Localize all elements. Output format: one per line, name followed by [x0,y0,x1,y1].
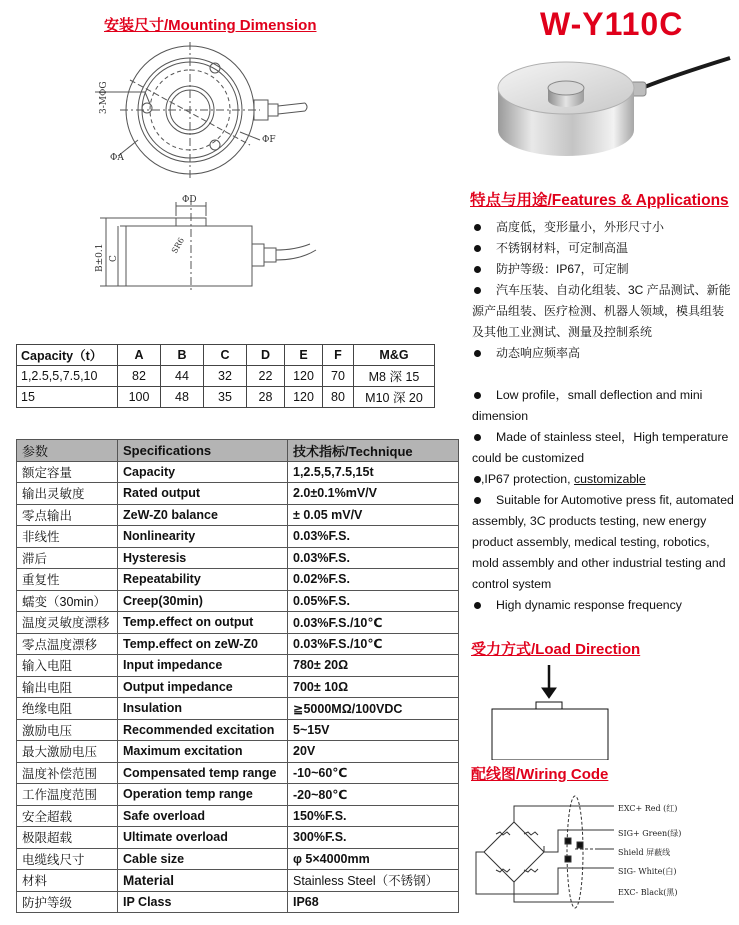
wire-label: EXC+ Red (红) [618,804,678,813]
phi-f-label: ΦF [262,135,276,145]
table-cell: IP68 [288,891,459,913]
feature-en-5: High dynamic response frequency [472,595,734,616]
table-cell: 0.03%F.S./10℃ [288,633,459,655]
cap-header-a: A [118,345,161,366]
capacity-table [16,344,435,408]
phi-a-label: ΦA [110,153,124,163]
table-cell: Stainless Steel（不锈钢） [288,870,459,892]
table-cell: 温度补偿范围 [17,762,118,784]
table-row [17,762,459,784]
holes-label: 3-MΦG [99,81,109,114]
table-cell: M8 深 15 [354,366,435,387]
table-cell: 温度灵敏度漂移 [17,612,118,634]
table-cell: 零点输出 [17,504,118,526]
table-cell: M10 深 20 [354,387,435,408]
cap-header-capacity: Capacity（t） [17,345,118,366]
table-cell: Safe overload [118,805,288,827]
model-title: W-Y110C [540,6,684,42]
table-cell: 20V [288,741,459,763]
features-list [472,217,734,616]
wire-label: SIG- White(白) [618,867,677,876]
load-direction-diagram [490,660,610,760]
table-row [17,741,459,763]
table-cell: 100 [118,387,161,408]
feature-cn-2: 不锈钢材料，可定制高温 [472,238,734,259]
table-cell: 零点温度漂移 [17,633,118,655]
table-cell: 780± 20Ω [288,655,459,677]
feature-en-2: Made of stainless steel，High temperature could be customized [472,427,734,469]
table-row [17,805,459,827]
wire-label: Shield 屏蔽线 [618,848,671,857]
table-row [17,387,435,408]
cap-header-e: E [285,345,323,366]
mounting-dimension-title: 安装尺寸/Mounting Dimension [104,17,317,34]
cap-header-f: F [323,345,354,366]
table-cell: Ultimate overload [118,827,288,849]
table-row [17,526,459,548]
table-cell: 22 [247,366,285,387]
table-cell: 重复性 [17,569,118,591]
table-cell: 5~15V [288,719,459,741]
spec-table [16,439,459,913]
table-row [17,655,459,677]
table-cell: Operation temp range [118,784,288,806]
table-cell: 材料 [17,870,118,892]
wire-label: EXC- Black(黑) [618,888,678,897]
feature-en-3 [472,469,734,490]
spec-table-body [17,461,459,913]
table-cell: 35 [204,387,247,408]
table-cell: Input impedance [118,655,288,677]
table-row [17,461,459,483]
table-row [17,590,459,612]
table-cell: 防护等级 [17,891,118,913]
table-cell: ZeW-Z0 balance [118,504,288,526]
table-cell: 48 [161,387,204,408]
table-cell: 工作温度范围 [17,784,118,806]
table-cell: Compensated temp range [118,762,288,784]
feature-en-4: Suitable for Automotive press fit, automated assembly, 3C products testing, new energy product assembly, medical testing, robotics, mold assembly and other industrial testing and control system [472,490,734,595]
feature-cn-3: 防护等级：IP67，可定制 [472,259,734,280]
product-image [492,48,732,178]
table-cell: Insulation [118,698,288,720]
table-cell: 150%F.S. [288,805,459,827]
table-cell: 70 [323,366,354,387]
cap-header-b: B [161,345,204,366]
table-cell: 非线性 [17,526,118,548]
table-cell: 1,2.5,5,7.5,10 [17,366,118,387]
customizable-link: customizable [573,472,646,486]
feature-cn-5: 动态响应频率高 [472,343,734,364]
wiring-diagram [474,794,736,910]
table-cell: Nonlinearity [118,526,288,548]
table-row [17,504,459,526]
table-cell: 绝缘电阻 [17,698,118,720]
table-cell: 0.03%F.S. [288,547,459,569]
feature-en-1: Low profile，small deflection and mini dimension [472,385,734,427]
features-title: 特点与用途/Features & Applications [470,192,729,209]
table-cell: ≧5000MΩ/100VDC [288,698,459,720]
wiring-labels [618,803,681,897]
table-row [17,633,459,655]
table-cell: 0.05%F.S. [288,590,459,612]
table-cell: Repeatability [118,569,288,591]
table-cell: Cable size [118,848,288,870]
table-cell: 0.02%F.S. [288,569,459,591]
table-cell: 激励电压 [17,719,118,741]
table-cell: -10~60℃ [288,762,459,784]
table-cell: IP Class [118,891,288,913]
table-cell: 2.0±0.1%mV/V [288,483,459,505]
table-row [17,676,459,698]
feature-cn-4: 汽车压装、自动化组装、3C 产品测试、新能源产品组装、医疗检测、机器人领域，模具组装及其他工业测试、测量及控制系统 [472,280,734,343]
table-cell: Rated output [118,483,288,505]
load-direction-title: 受力方式/Load Direction [471,641,641,658]
table-cell: 700± 10Ω [288,676,459,698]
table-cell: Hysteresis [118,547,288,569]
table-cell: Capacity [118,461,288,483]
table-cell: 输入电阻 [17,655,118,677]
table-cell: 输出灵敏度 [17,483,118,505]
table-cell: -20~80℃ [288,784,459,806]
table-row [17,547,459,569]
table-cell: Material [118,870,288,892]
spec-table-header [17,440,459,462]
feature-cn-1: 高度低，变形量小，外形尺寸小 [472,217,734,238]
table-cell: Output impedance [118,676,288,698]
feature-en-3-text: ,IP67 protection, [481,472,574,486]
table-cell: 0.03%F.S./10℃ [288,612,459,634]
cap-header-c: C [204,345,247,366]
table-cell: 额定容量 [17,461,118,483]
table-row [17,569,459,591]
wire-label: SIG+ Green(绿) [618,829,682,838]
top-view-drawing [90,40,330,190]
b-label: B±0.1 [95,243,105,272]
table-cell: 44 [161,366,204,387]
table-cell: 输出电阻 [17,676,118,698]
table-cell: ± 0.05 mV/V [288,504,459,526]
table-row [17,827,459,849]
c-label: C [109,255,119,262]
table-cell: 电缆线尺寸 [17,848,118,870]
table-cell: 蠕变（30min） [17,590,118,612]
table-row [17,891,459,913]
cap-header-d: D [247,345,285,366]
table-cell: Maximum excitation [118,741,288,763]
table-row [17,483,459,505]
table-cell: 安全超载 [17,805,118,827]
table-cell: 300%F.S. [288,827,459,849]
table-cell: φ 5×4000mm [288,848,459,870]
sr-label: SR6 [169,236,187,255]
table-cell: 1,2.5,5,7.5,15t [288,461,459,483]
table-cell: 0.03%F.S. [288,526,459,548]
spec-header-param: 参数 [17,440,118,462]
spec-header-technique: 技术指标/Technique [288,440,459,462]
table-row [17,719,459,741]
table-cell: 15 [17,387,118,408]
table-cell: Creep(30min) [118,590,288,612]
table-row [17,870,459,892]
table-cell: 28 [247,387,285,408]
table-row [17,848,459,870]
table-cell: 82 [118,366,161,387]
table-row [17,612,459,634]
table-cell: Temp.effect on output [118,612,288,634]
spec-header-spec: Specifications [118,440,288,462]
cap-header-mg: M&G [354,345,435,366]
table-row [17,784,459,806]
table-cell: 极限超载 [17,827,118,849]
table-row [17,698,459,720]
table-cell: Temp.effect on zeW-Z0 [118,633,288,655]
phi-d-label: ΦD [182,195,197,205]
table-row [17,366,435,387]
table-cell: 120 [285,387,323,408]
capacity-table-header [17,345,435,366]
table-cell: 最大激励电压 [17,741,118,763]
table-cell: 滞后 [17,547,118,569]
wiring-code-title: 配线图/Wiring Code [471,766,609,783]
table-cell: Recommended excitation [118,719,288,741]
table-cell: 120 [285,366,323,387]
table-cell: 32 [204,366,247,387]
side-view-drawing [90,192,340,302]
table-cell: 80 [323,387,354,408]
